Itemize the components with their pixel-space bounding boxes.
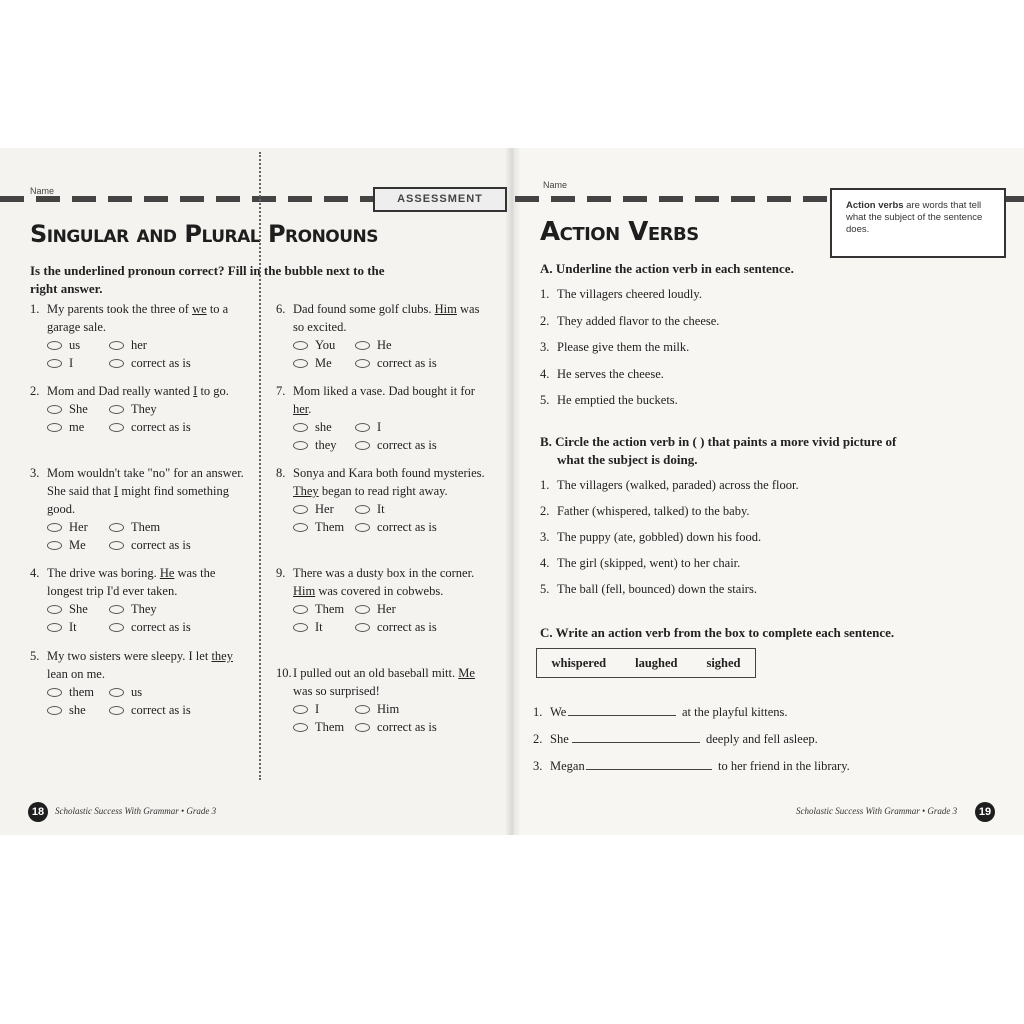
question-text-before: I pulled out an old baseball mitt. xyxy=(293,666,459,680)
answer-option-label: Me xyxy=(69,538,86,552)
question-number: 2. xyxy=(30,384,40,398)
answer-options xyxy=(293,418,491,454)
answer-bubble[interactable] xyxy=(47,341,62,350)
underlined-pronoun: I xyxy=(193,384,198,398)
answer-option-label: she xyxy=(315,420,332,434)
answer-option[interactable] xyxy=(355,418,465,436)
sentence-text: He serves the cheese. xyxy=(557,366,664,381)
answer-bubble[interactable] xyxy=(293,441,308,450)
question-text xyxy=(293,664,491,700)
sentence-text: The puppy (ate, gobbled) down his food. xyxy=(557,530,762,544)
left-name-label: Name xyxy=(30,186,55,196)
answer-option[interactable] xyxy=(109,518,219,536)
answer-option[interactable] xyxy=(47,354,109,372)
question-text-after: to a garage sale. xyxy=(47,302,229,334)
answer-bubble[interactable] xyxy=(293,605,308,614)
answer-option[interactable] xyxy=(355,336,465,354)
question-item xyxy=(30,382,245,436)
answer-bubble[interactable] xyxy=(47,623,62,632)
answer-option-label: It xyxy=(315,620,323,634)
answer-option[interactable] xyxy=(47,400,109,418)
answer-bubble[interactable] xyxy=(47,423,62,432)
answer-blank[interactable] xyxy=(568,715,676,716)
question-item xyxy=(30,464,245,554)
answer-bubble[interactable] xyxy=(293,705,308,714)
answer-option[interactable] xyxy=(293,618,355,636)
answer-option-label: correct as is xyxy=(377,720,437,734)
right-footer: Scholastic Success With Grammar • Grade 3 xyxy=(796,806,958,816)
section-b-heading-line2: what the subject is doing. xyxy=(557,452,698,467)
answer-option[interactable] xyxy=(355,700,465,718)
question-text-before: Mom liked a vase. Dad bought it for xyxy=(293,384,475,398)
answer-option-label: They xyxy=(131,402,157,416)
answer-option-label: Her xyxy=(69,520,88,534)
question-item xyxy=(30,647,245,719)
answer-option[interactable] xyxy=(109,683,219,701)
answer-option[interactable] xyxy=(355,436,465,454)
answer-bubble[interactable] xyxy=(47,523,62,532)
answer-option[interactable] xyxy=(293,518,355,536)
question-item xyxy=(30,564,245,636)
answer-option-label: I xyxy=(315,702,320,716)
answer-option-label: she xyxy=(69,703,86,717)
sentence-start: She xyxy=(550,732,569,746)
answer-option[interactable] xyxy=(47,683,109,701)
answer-bubble[interactable] xyxy=(355,441,370,450)
underlined-pronoun: He xyxy=(159,566,175,580)
question-text-before: My two sisters were sleepy. I let xyxy=(47,649,212,663)
answer-bubble[interactable] xyxy=(47,706,62,715)
answer-option-label: correct as is xyxy=(131,420,191,434)
left-footer: Scholastic Success With Grammar • Grade 3 xyxy=(55,806,217,816)
section-c-sentence xyxy=(533,703,788,721)
answer-bubble[interactable] xyxy=(293,523,308,532)
answer-bubble[interactable] xyxy=(355,523,370,532)
underlined-pronoun: we xyxy=(192,302,207,316)
answer-bubble[interactable] xyxy=(355,423,370,432)
answer-option-label: correct as is xyxy=(131,703,191,717)
underlined-pronoun: her xyxy=(293,402,309,416)
answer-bubble[interactable] xyxy=(109,541,124,550)
assessment-tag: ASSESSMENT xyxy=(373,187,507,212)
answer-option[interactable] xyxy=(109,701,219,719)
answer-option-label: me xyxy=(69,420,85,434)
question-text xyxy=(47,382,245,400)
word-box-word: whispered xyxy=(551,655,607,670)
sentence-number: 2. xyxy=(540,313,550,328)
answer-bubble[interactable] xyxy=(355,359,370,368)
question-number: 6. xyxy=(276,302,286,316)
question-text-after: was the longest trip I'd ever taken. xyxy=(47,566,216,598)
answer-option-label: Them xyxy=(315,720,345,734)
question-text-before: Dad found some golf clubs. xyxy=(293,302,435,316)
answer-bubble[interactable] xyxy=(355,705,370,714)
question-text-before: Mom wouldn't take "no" for an answer. She said that xyxy=(47,466,244,498)
answer-option-label: Them xyxy=(315,602,345,616)
answer-options xyxy=(47,336,245,372)
answer-option[interactable] xyxy=(47,518,109,536)
section-b-sentence xyxy=(540,476,799,494)
answer-option[interactable] xyxy=(47,336,109,354)
sentence-number: 3. xyxy=(540,340,550,354)
question-item xyxy=(30,300,245,372)
answer-bubble[interactable] xyxy=(47,605,62,614)
answer-option-label: It xyxy=(377,502,385,516)
sentence-text: The villagers cheered loudly. xyxy=(557,287,702,301)
question-text-before: Mom and Dad really wanted xyxy=(47,384,194,398)
answer-option-label: correct as is xyxy=(377,620,437,634)
word-box-word: sighed xyxy=(706,655,741,670)
answer-option-label: us xyxy=(131,685,143,699)
answer-bubble[interactable] xyxy=(293,723,308,732)
answer-option[interactable] xyxy=(355,618,465,636)
answer-bubble[interactable] xyxy=(293,423,308,432)
left-directions: Is the underlined pronoun correct? Fill in the bubble next to the right answer. xyxy=(30,263,385,296)
question-text-after: began to read right away. xyxy=(318,484,448,498)
word-box-word: laughed xyxy=(635,655,678,670)
book-gutter xyxy=(506,148,520,835)
right-page-number: 19 xyxy=(975,802,995,822)
answer-option-label: They xyxy=(131,602,157,616)
sentence-number: 2. xyxy=(533,732,543,746)
answer-option[interactable] xyxy=(47,600,109,618)
answer-bubble[interactable] xyxy=(293,359,308,368)
word-box xyxy=(536,648,756,678)
answer-options xyxy=(293,600,491,636)
underlined-pronoun: Me xyxy=(458,666,475,680)
answer-option[interactable] xyxy=(355,500,465,518)
answer-option[interactable] xyxy=(109,418,219,436)
answer-bubble[interactable] xyxy=(47,541,62,550)
question-text xyxy=(47,464,245,518)
question-number: 10. xyxy=(276,666,292,680)
answer-option[interactable] xyxy=(355,718,465,736)
answer-option[interactable] xyxy=(293,354,355,372)
answer-bubble[interactable] xyxy=(293,623,308,632)
column-divider xyxy=(259,152,261,780)
definition-text: are words that tell what the subject of the sentence does. xyxy=(846,200,983,235)
answer-option[interactable] xyxy=(47,618,109,636)
sentence-number: 2. xyxy=(540,504,550,518)
question-text-before: The drive was boring. xyxy=(47,566,160,580)
question-item xyxy=(276,564,491,636)
answer-bubble[interactable] xyxy=(293,341,308,350)
answer-option-label: her xyxy=(131,338,147,352)
underlined-pronoun: Him xyxy=(293,584,316,598)
question-text xyxy=(47,300,245,336)
sentence-text: They added flavor to the cheese. xyxy=(557,313,720,328)
question-text xyxy=(47,564,245,600)
answer-option[interactable] xyxy=(293,500,355,518)
sentence-start: We xyxy=(550,705,567,719)
answer-bubble[interactable] xyxy=(109,405,124,414)
section-a-heading: A. Underline the action verb in each sentence. xyxy=(540,261,794,276)
answer-bubble[interactable] xyxy=(109,341,124,350)
answer-option[interactable] xyxy=(109,600,219,618)
answer-bubble[interactable] xyxy=(47,688,62,697)
left-page-number: 18 xyxy=(28,802,48,822)
sentence-text: The villagers (walked, paraded) across the floor. xyxy=(557,478,799,492)
answer-option-label: correct as is xyxy=(131,356,191,370)
question-text xyxy=(293,300,491,336)
section-a-sentence xyxy=(540,312,719,330)
answer-options xyxy=(47,600,245,636)
answer-bubble[interactable] xyxy=(109,605,124,614)
section-c-heading: C. Write an action verb from the box to complete each sentence. xyxy=(540,625,895,640)
answer-option[interactable] xyxy=(293,600,355,618)
answer-option-label: correct as is xyxy=(377,438,437,452)
question-number: 9. xyxy=(276,566,286,580)
answer-option-label: correct as is xyxy=(377,356,437,370)
sentence-end: deeply and fell asleep. xyxy=(706,732,818,746)
answer-option-label: correct as is xyxy=(131,620,191,634)
answer-option[interactable] xyxy=(109,354,219,372)
answer-option[interactable] xyxy=(109,618,219,636)
answer-bubble[interactable] xyxy=(355,341,370,350)
answer-option[interactable] xyxy=(47,418,109,436)
definition-term: Action verbs xyxy=(846,200,904,211)
answer-option-label: It xyxy=(69,620,77,634)
section-a-sentence xyxy=(540,285,702,303)
answer-bubble[interactable] xyxy=(109,523,124,532)
question-number: 4. xyxy=(30,566,40,580)
answer-bubble[interactable] xyxy=(109,423,124,432)
section-b-sentence xyxy=(540,580,757,598)
underlined-pronoun: Him xyxy=(434,302,457,316)
sentence-number: 4. xyxy=(540,556,550,570)
answer-bubble[interactable] xyxy=(293,505,308,514)
answer-option-label: correct as is xyxy=(377,520,437,534)
answer-option-label: She xyxy=(69,402,88,416)
answer-option-label: I xyxy=(377,420,382,434)
question-text-before: There was a dusty box in the corner. xyxy=(293,566,475,580)
question-text xyxy=(293,464,491,500)
sentence-number: 1. xyxy=(540,478,550,492)
question-number: 8. xyxy=(276,466,286,480)
answer-bubble[interactable] xyxy=(355,605,370,614)
answer-option[interactable] xyxy=(293,336,355,354)
answer-bubble[interactable] xyxy=(355,505,370,514)
answer-options xyxy=(293,336,491,372)
definition-box xyxy=(830,188,1006,258)
answer-bubble[interactable] xyxy=(109,623,124,632)
question-number: 5. xyxy=(30,649,40,663)
question-text-after: was so surprised! xyxy=(293,684,380,698)
answer-options xyxy=(293,700,491,736)
question-text xyxy=(293,382,491,418)
answer-blank[interactable] xyxy=(572,742,700,743)
answer-option[interactable] xyxy=(109,400,219,418)
answer-option-label: You xyxy=(315,338,336,352)
question-text-after: was so excited. xyxy=(293,302,480,334)
answer-option-label: She xyxy=(69,602,88,616)
answer-option-label: they xyxy=(315,438,337,452)
sentence-text: He emptied the buckets. xyxy=(557,393,678,407)
sentence-text: The girl (skipped, went) to her chair. xyxy=(557,556,741,570)
answer-option-label: Her xyxy=(315,502,334,516)
sentence-number: 5. xyxy=(540,582,550,596)
answer-option-label: I xyxy=(69,356,74,370)
answer-options xyxy=(47,683,245,719)
question-text-after: might find something good. xyxy=(47,484,229,516)
left-page-title: Singular and Plural Pronouns xyxy=(30,220,379,248)
question-text xyxy=(293,564,491,600)
question-text-before: My parents took the three of xyxy=(47,302,193,316)
sentence-number: 4. xyxy=(540,366,550,381)
answer-blank[interactable] xyxy=(586,769,712,770)
answer-option[interactable] xyxy=(293,436,355,454)
question-number: 7. xyxy=(276,384,286,398)
answer-option-label: Them xyxy=(131,520,161,534)
answer-options xyxy=(47,518,245,554)
question-number: 3. xyxy=(30,466,40,480)
answer-bubble[interactable] xyxy=(355,623,370,632)
answer-option-label: Him xyxy=(377,702,400,716)
answer-bubble[interactable] xyxy=(355,723,370,732)
answer-option[interactable] xyxy=(109,336,219,354)
sentence-number: 5. xyxy=(540,393,550,407)
question-text xyxy=(47,647,245,683)
answer-options xyxy=(47,400,245,436)
section-b-heading: B. Circle the action verb in ( ) that paints a more vivid picture of xyxy=(540,434,897,449)
question-text-after: was covered in cobwebs. xyxy=(315,584,444,598)
answer-option[interactable] xyxy=(355,518,465,536)
sentence-text: Please give them the milk. xyxy=(557,340,690,354)
section-b-sentence xyxy=(540,528,761,546)
answer-bubble[interactable] xyxy=(109,688,124,697)
answer-bubble[interactable] xyxy=(47,359,62,368)
answer-option-label: us xyxy=(69,338,81,352)
answer-option-label: Her xyxy=(377,602,396,616)
answer-option[interactable] xyxy=(47,701,109,719)
section-a-sentence xyxy=(540,338,689,356)
question-text-after: . xyxy=(308,402,312,416)
sentence-end: to her friend in the library. xyxy=(718,759,850,773)
sentence-number: 3. xyxy=(533,759,543,773)
sentence-end: at the playful kittens. xyxy=(682,705,788,719)
answer-option[interactable] xyxy=(109,536,219,554)
left-header-rule xyxy=(0,196,373,202)
underlined-pronoun: they xyxy=(211,649,233,663)
right-header-rule xyxy=(515,196,830,202)
section-c-sentence xyxy=(533,730,818,748)
answer-options xyxy=(293,500,491,536)
right-name-label: Name xyxy=(543,180,568,190)
section-c-sentence xyxy=(533,757,850,775)
question-number: 1. xyxy=(30,302,40,316)
answer-option[interactable] xyxy=(293,718,355,736)
question-item xyxy=(276,464,491,536)
sentence-number: 1. xyxy=(540,287,550,301)
answer-option[interactable] xyxy=(293,700,355,718)
answer-bubble[interactable] xyxy=(109,706,124,715)
answer-option[interactable] xyxy=(293,418,355,436)
section-b-sentence xyxy=(540,554,740,572)
answer-option-label: He xyxy=(377,338,392,352)
underlined-pronoun: I xyxy=(114,484,119,498)
section-a-sentence xyxy=(540,391,678,409)
sentence-text: The ball (fell, bounced) down the stairs. xyxy=(557,582,757,596)
answer-option-label: Me xyxy=(315,356,332,370)
question-text-after: lean on me. xyxy=(47,667,105,681)
question-item xyxy=(276,300,491,372)
sentence-text: Father (whispered, talked) to the baby. xyxy=(557,504,750,518)
answer-option[interactable] xyxy=(355,354,465,372)
section-b-sentence xyxy=(540,502,750,520)
answer-option-label: correct as is xyxy=(131,538,191,552)
sentence-number: 1. xyxy=(533,705,543,719)
sentence-start: Megan xyxy=(550,759,585,773)
answer-option-label: them xyxy=(69,685,94,699)
sentence-number: 3. xyxy=(540,530,550,544)
answer-option[interactable] xyxy=(355,600,465,618)
answer-option[interactable] xyxy=(47,536,109,554)
question-item xyxy=(276,382,491,454)
question-text-after: to go. xyxy=(197,384,229,398)
question-item xyxy=(276,664,491,736)
right-page-title: Action Verbs xyxy=(540,217,699,247)
question-text-before: Sonya and Kara both found mysteries. xyxy=(293,466,485,480)
underlined-pronoun: They xyxy=(293,484,319,498)
answer-bubble[interactable] xyxy=(109,359,124,368)
answer-option-label: Them xyxy=(315,520,345,534)
section-a-sentence xyxy=(540,365,664,383)
answer-bubble[interactable] xyxy=(47,405,62,414)
